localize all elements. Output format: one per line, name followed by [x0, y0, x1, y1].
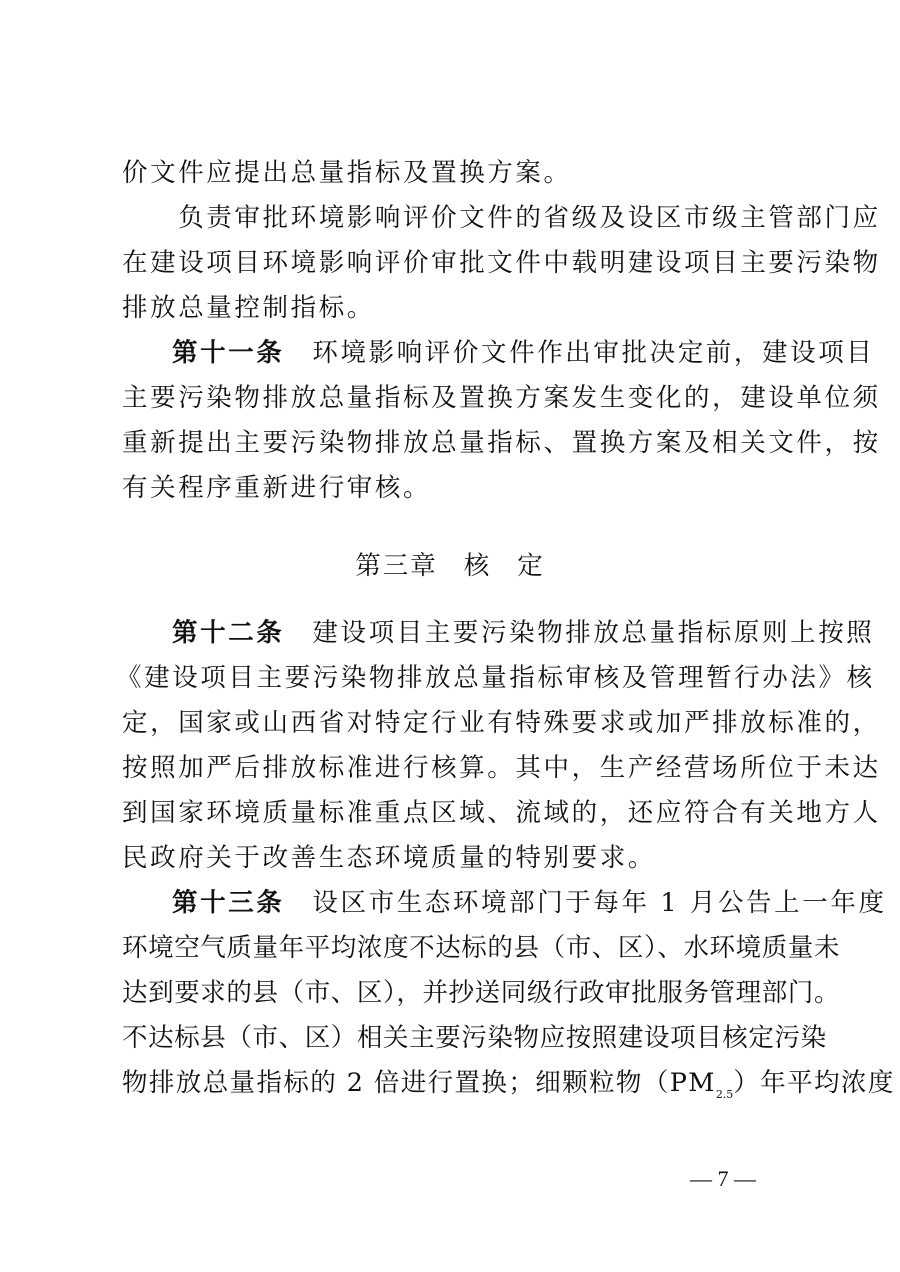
text-line: 按照加严后排放标准进行核算。其中，生产经营场所位于未达 [122, 753, 881, 783]
chapter-number: 第三章 [355, 551, 438, 581]
text-span: 设区市生态环境部门于每年 1 月公告上一年度 [312, 888, 887, 918]
text-line: 有关程序重新进行审核。 [122, 473, 432, 503]
text-line: 环境空气质量年平均浓度不达标的县（市、区）、水环境质量未 [122, 933, 841, 963]
pm-subscript: 2.5 [715, 1088, 734, 1101]
chapter-title-char: 定 [517, 551, 545, 581]
text-line: 到国家环境质量标准重点区域、流域的，还应符合有关地方人 [122, 798, 881, 828]
text-span: 建设项目主要污染物排放总量指标原则上按照 [312, 618, 875, 648]
text-line: 主要污染物排放总量指标及置换方案发生变化的，建设单位须 [122, 383, 881, 413]
text-line: 《建设项目主要污染物排放总量指标审核及管理暂行办法》核 [116, 663, 875, 693]
article-13-line [122, 888, 887, 918]
text-line: 排放总量控制指标。 [122, 293, 375, 323]
article-12-title: 第十二条 [172, 618, 285, 648]
chapter-heading [0, 551, 900, 581]
text-line: 民政府关于改善生态环境质量的特别要求。 [122, 843, 656, 873]
text-span: ）年平均浓度 [733, 1068, 895, 1098]
chapter-title-char: 核 [463, 551, 492, 581]
article-12-line [122, 618, 875, 648]
text-line: 在建设项目环境影响评价审批文件中载明建设项目主要污染物 [122, 248, 881, 278]
text-line-pm25 [122, 1068, 895, 1101]
text-line: 重新提出主要污染物排放总量指标、置换方案及相关文件，按 [122, 428, 881, 458]
page-number: — 7 — [690, 1166, 756, 1191]
article-11-line [122, 338, 875, 368]
article-11-title: 第十一条 [172, 338, 285, 368]
text-span: 物排放总量指标的 2 倍进行置换；细颗粒物（PM [122, 1068, 716, 1098]
text-line: 不达标县（市、区）相关主要污染物应按照建设项目核定污染 [122, 1023, 827, 1053]
text-line: 定，国家或山西省对特定行业有特殊要求或加严排放标准的， [122, 708, 881, 738]
article-13-title: 第十三条 [172, 888, 285, 918]
text-span: 环境影响评价文件作出审批决定前，建设项目 [312, 338, 875, 368]
text-line: 达到要求的县（市、区），并抄送同级行政审批服务管理部门。 [122, 978, 841, 1008]
text-line: 价文件应提出总量指标及置换方案。 [122, 158, 572, 188]
text-line: 负责审批环境影响评价文件的省级及设区市级主管部门应 [122, 203, 881, 233]
